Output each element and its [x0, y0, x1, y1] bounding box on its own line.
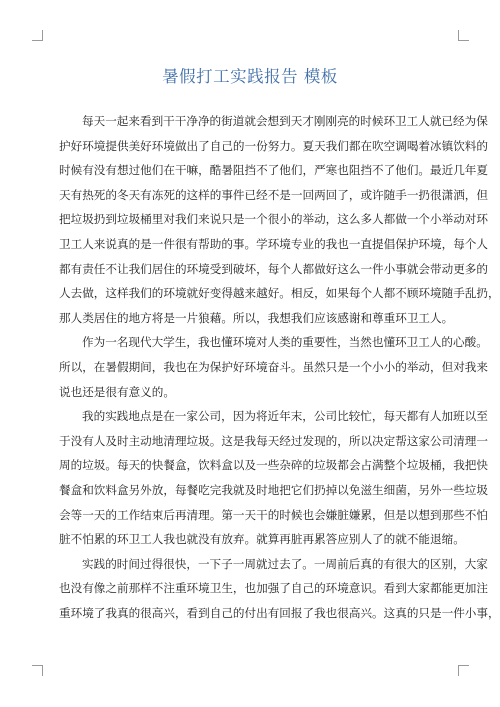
paragraph-line: 周的垃圾。每天的快餐盒，饮料盒以及一些杂碎的垃圾都会占满整个垃圾桶，我把快 — [59, 458, 488, 473]
paragraph-line: 卫工人来说真的是一件很有帮助的事。学环境专业的我也一直提倡保护环境，每个人 — [59, 236, 488, 251]
paragraph-2 — [59, 330, 488, 404]
paragraph-line: 实践的时间过得很快，一下子一周就过去了。一周前后真的有很大的区别，大家 — [82, 556, 488, 571]
paragraph-line: 所以，在暑假期间，我也在为保护好环境奋斗。虽然只是一个小小的举动，但对我来 — [59, 359, 488, 374]
paragraph-line: 天有热死的冬天有冻死的这样的事件已经不是一回两回了，或许随手一扔很潇洒，但 — [59, 187, 488, 202]
paragraph-3 — [59, 404, 488, 552]
crop-mark-top-left — [32, 30, 43, 41]
paragraph-1 — [59, 109, 500, 330]
paragraph-line: 于没有人及时主动地清理垃圾。这是我每天经过发现的，所以决定帮这家公司清理一 — [59, 433, 488, 448]
paragraph-line: 都有责任不让我们居住的环境受到破坏，每个人都做好这么一件小事就会带动更多的 — [59, 261, 488, 276]
paragraph-line: 每天一起来看到干干净净的街道就会想到天才刚刚亮的时候环卫工人就已经为保 — [82, 114, 488, 128]
paragraph-line: 餐盒和饮料盒另外放，每餐吃完我就及时地把它们扔掉以免滋生细菌，另外一些垃圾 — [59, 482, 488, 497]
paragraph-line: 作为一名现代大学生，我也懂环境对人类的重要性，当然也懂环卫工人的心酸。 — [82, 335, 488, 350]
crop-mark-bottom-right — [458, 665, 469, 676]
paragraph-4 — [59, 552, 500, 626]
document-title: 暑假打工实践报告 模板 — [162, 67, 338, 86]
crop-mark-top-right — [458, 30, 469, 41]
paragraph-line: 脏不怕累的环卫工人我也就没有放弃。就算再脏再累答应别人了的就不能退缩。 — [59, 532, 465, 547]
paragraph-line: 也没有像之前那样不注重环境卫生，也加强了自己的环境意识。看到大家都能更加注 — [59, 581, 488, 596]
paragraph-line: 说也还是很有意义的。 — [59, 384, 175, 399]
paragraph-line: 人去做，这样我们的环境就好变得越来越好。相反，如果每个人都不顾环境随手乱扔， — [59, 286, 500, 301]
paragraph-line: 那人类居住的地方将是一片狼藉。所以，我想我们应该感谢和尊重环卫工人。 — [59, 310, 454, 325]
paragraph-line: 会等一天的工作结束后再清理。第一天干的时候也会嫌脏嫌累，但是以想到那些不怕 — [59, 507, 488, 522]
paragraph-line: 把垃圾扔到垃圾桶里对我们来说只是一个很小的举动，这么多人都做一个小举动对环 — [59, 212, 488, 227]
paragraph-line: 护好环境提供美好环境做出了自己的一份努力。夏天我们都在吹空调喝着冰镇饮料的 — [59, 138, 488, 153]
paragraph-line: 我的实践地点是在一家公司，因为将近年末，公司比较忙，每天都有人加班以至 — [82, 409, 488, 424]
document-body — [59, 109, 500, 625]
crop-mark-bottom-left — [32, 665, 43, 676]
paragraph-line: 重环境了我真的很高兴，看到自己的付出有回报了我也很高兴。这真的只是一件小事， — [59, 605, 500, 620]
paragraph-line: 时候有没有想过他们在干嘛，酷暑阻挡不了他们，严寒也阻挡不了他们。最近几年夏 — [59, 163, 488, 178]
